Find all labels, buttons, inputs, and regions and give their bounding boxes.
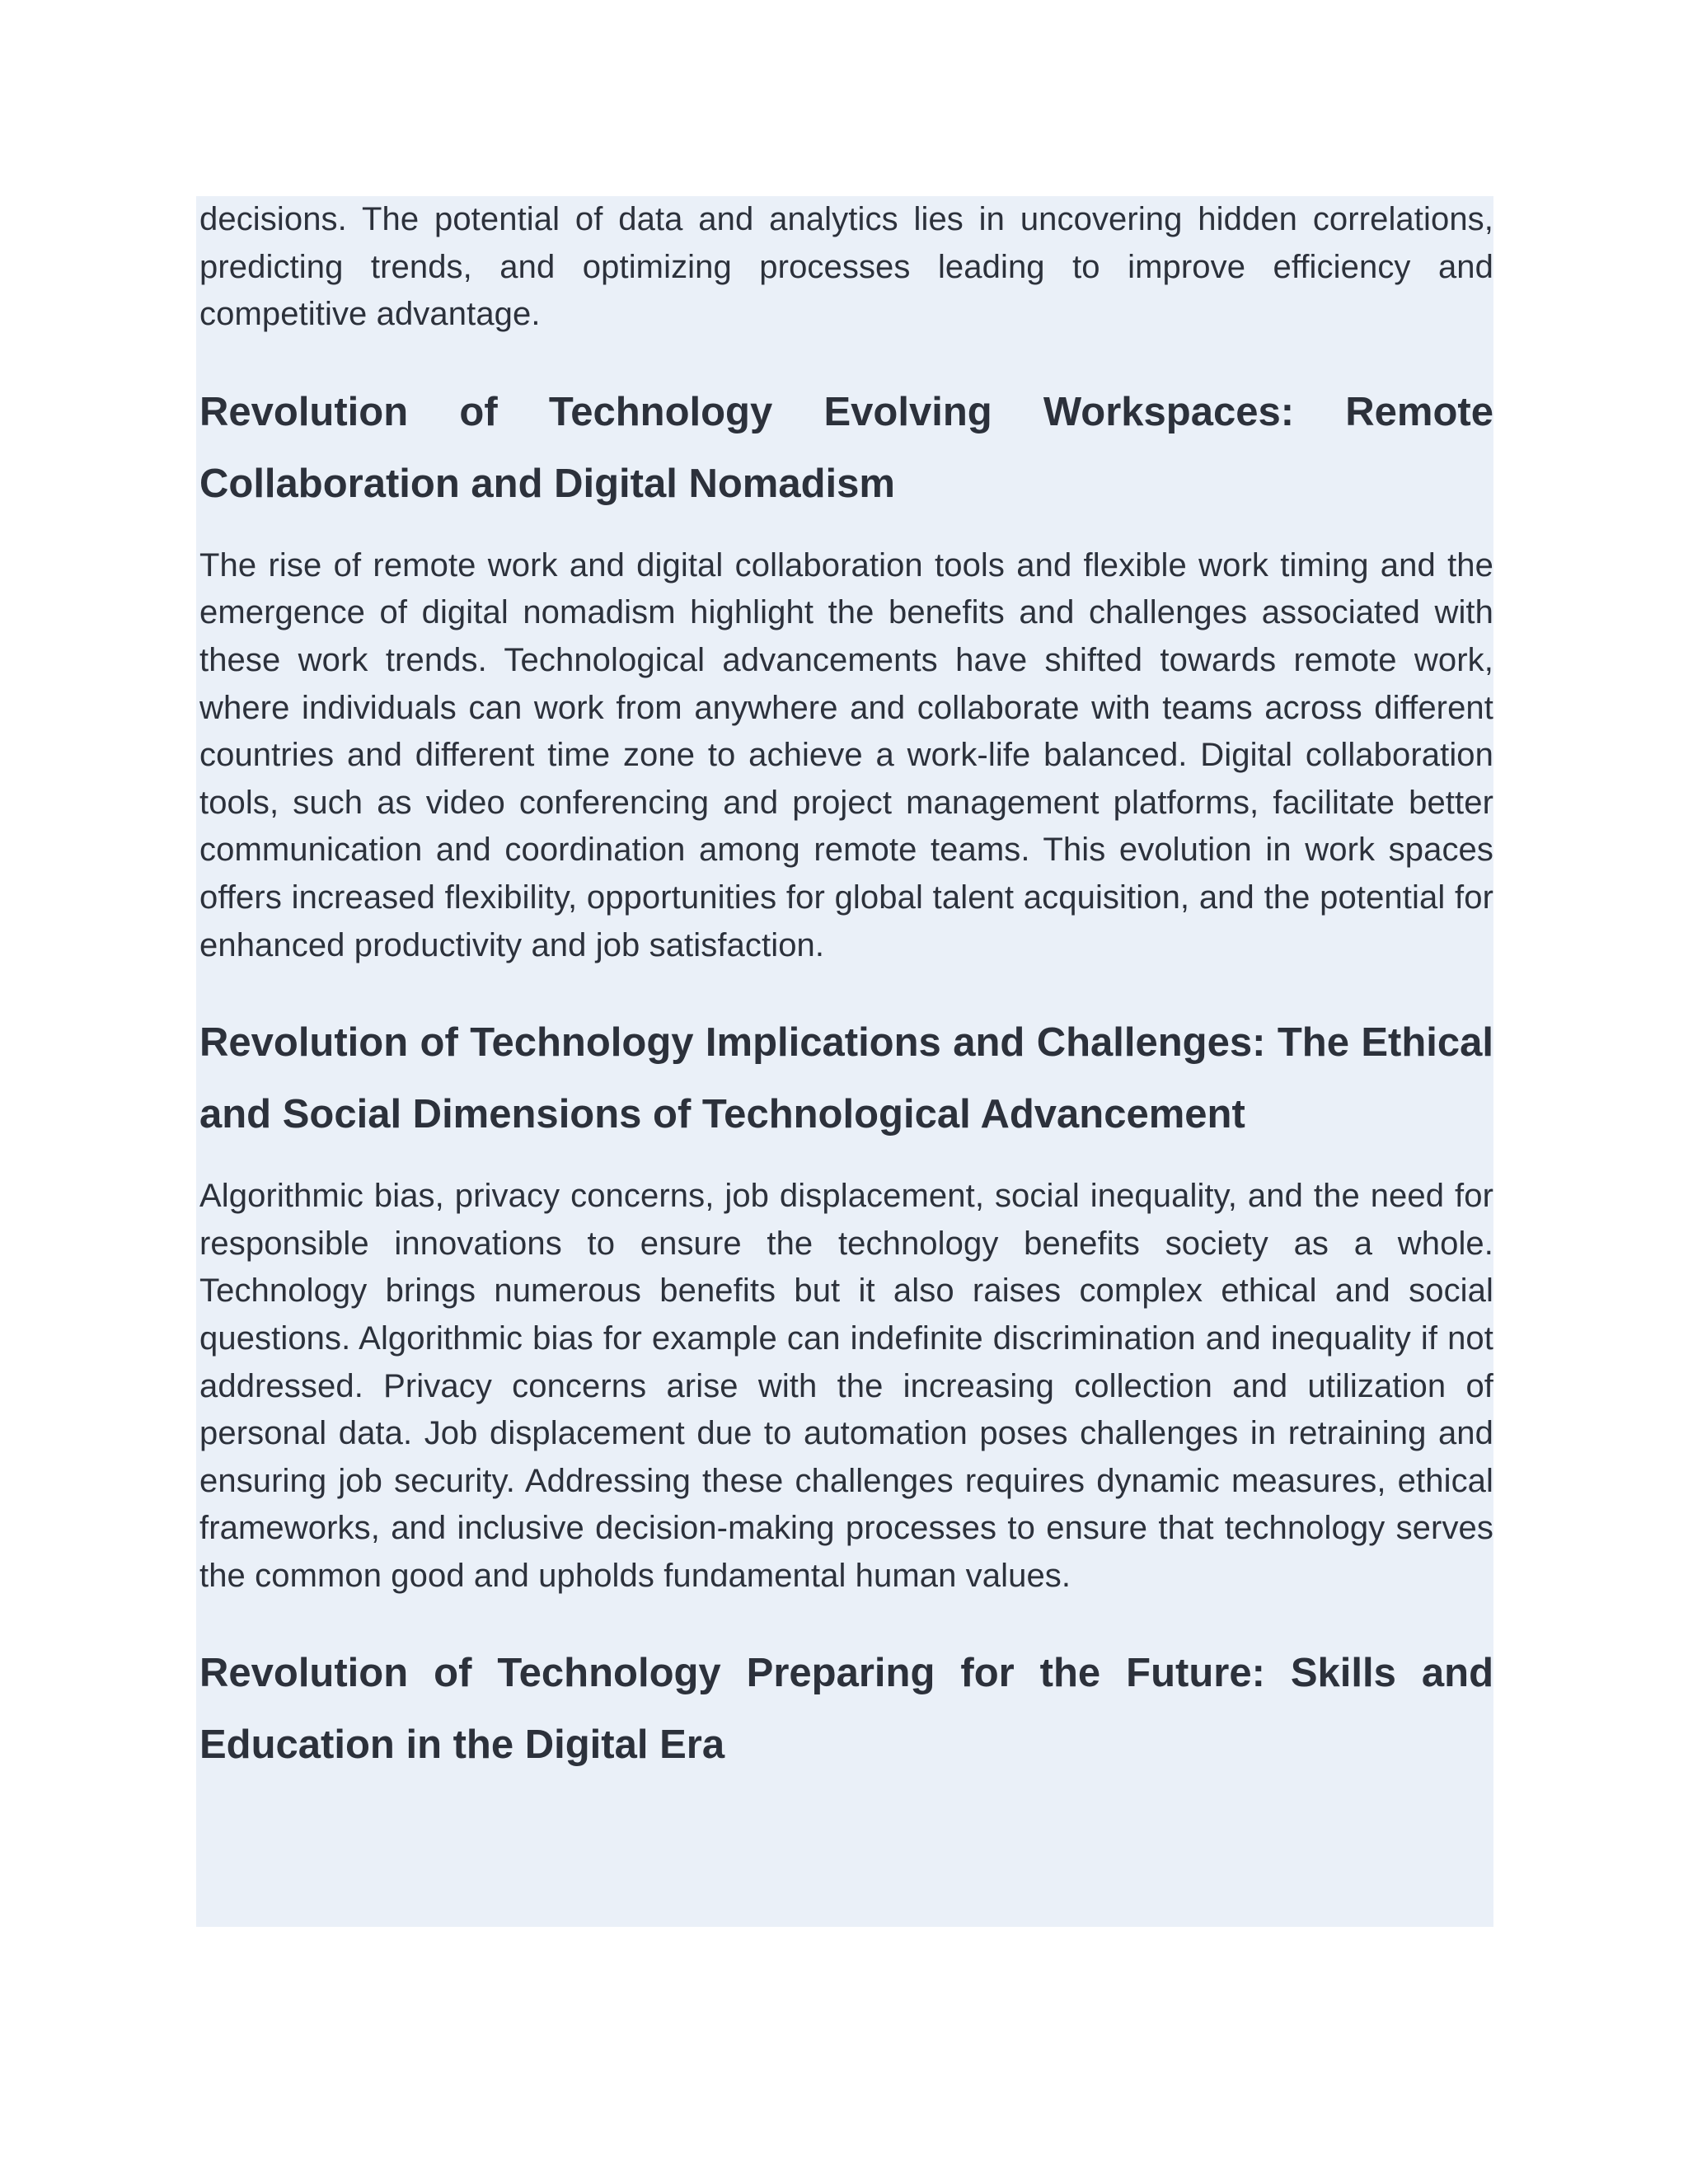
paragraph-data-analytics: decisions. The potential of data and analytics lies in uncovering hidden correlations, predicting trends, and optimizing processes leading to improve efficiency and competitive advantage. bbox=[199, 201, 1493, 333]
spacer bbox=[199, 1600, 1493, 1638]
spacer bbox=[199, 1151, 1493, 1173]
heading-preparing-future: Revolution of Technology Preparing for the Future: Skills and Education in the Digital Era bbox=[199, 1651, 1493, 1768]
paragraph-ethical-social: Algorithmic bias, privacy concerns, job displacement, social inequality, and the need for responsible innovations to ensure the technology benefits society as a whole. Technology brings numerous benefits but it also raises complex ethical and social questions. Algorithmic bias for example can indefinite discrimination and inequality if not addressed. Privacy concerns arise with the increasing collection and utilization of personal data. Job displacement due to automation poses challenges in retraining and ensuring job security. Addressing these challenges requires dynamic measures, ethical frameworks, and inclusive decision-making processes to ensure that technology serves the common good and upholds fundamental human values. bbox=[199, 1178, 1493, 1594]
spacer bbox=[199, 969, 1493, 1007]
paragraph-remote-work: The rise of remote work and digital collaboration tools and flexible work timing and the emergence of digital nomadism highlight the benefits and challenges associated with these work trends. Technological advancements have shifted towards remote work, where individuals can work from anywhere and collaborate with teams across different countries and different time zone to achieve a work-life balanced. Digital collaboration tools, such as video conferencing and project management platforms, facilitate better communication and coordination among remote teams. This evolution in work spaces offers increased flexibility, opportunities for global talent acquisition, and the potential for enhanced productivity and job satisfaction. bbox=[199, 546, 1493, 963]
document-content-panel bbox=[196, 196, 1493, 1927]
spacer bbox=[199, 339, 1493, 377]
spacer bbox=[199, 520, 1493, 542]
heading-implications-challenges: Revolution of Technology Implications and Challenges: The Ethical and Social Dimensions of Technological Advancement bbox=[199, 1020, 1493, 1137]
heading-evolving-workspaces: Revolution of Technology Evolving Workspaces: Remote Collaboration and Digital Nomadism bbox=[199, 389, 1493, 506]
